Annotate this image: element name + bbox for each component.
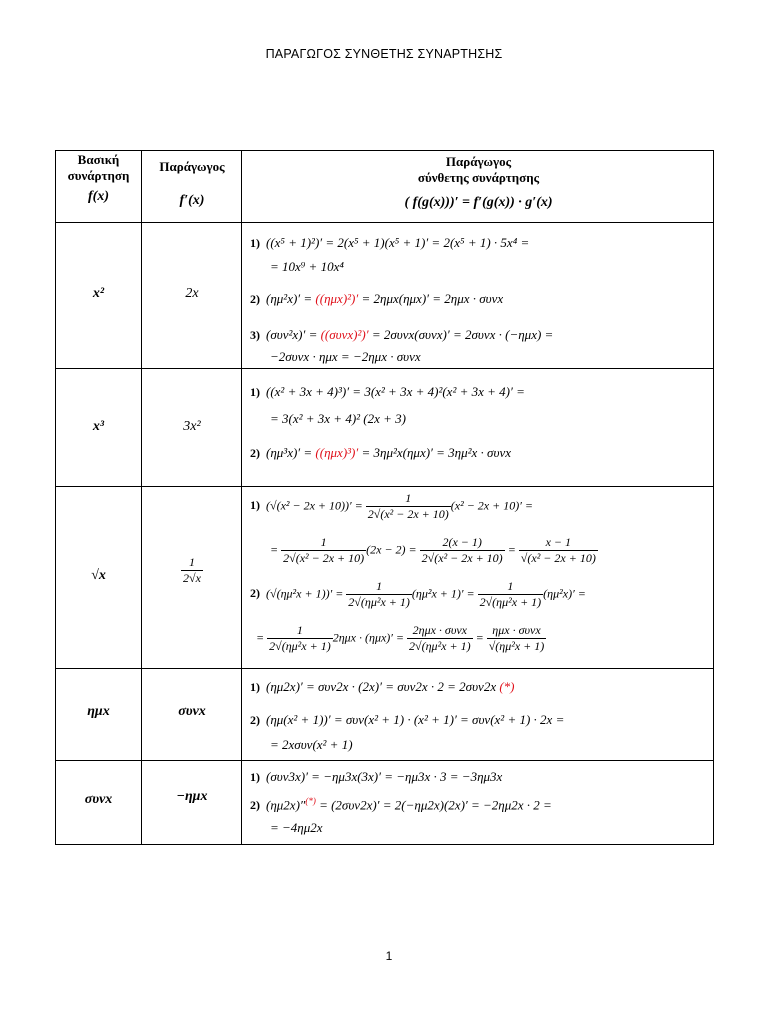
highlight-text: ((συνx)²)′ <box>320 327 369 342</box>
fraction <box>487 623 547 654</box>
fraction-numerator: 1 <box>478 579 544 595</box>
formula-text: = 2ημx(ημx)′ = 2ημx · συνx <box>358 291 504 306</box>
fraction <box>267 623 333 654</box>
formula-text: −2συνx · ημx = −2ημx · συνx <box>270 349 421 364</box>
formula-line <box>256 623 546 654</box>
derivative-fraction <box>181 555 203 586</box>
row-divider <box>56 368 713 369</box>
derivative-cell: 3x² <box>183 419 201 434</box>
formula-text: 2ημx · (ημx)′ = <box>332 630 408 645</box>
column-divider <box>241 151 242 844</box>
formula-text: (√(x² − 2x + 10))′ = <box>266 498 366 513</box>
derivative-cell: −ημx <box>176 789 208 804</box>
fraction-numerator: 2ημx · συνx <box>407 623 473 639</box>
basic-function-cell: συνx <box>84 792 113 807</box>
header-basic-function <box>56 152 141 205</box>
fraction <box>366 491 451 522</box>
formula-text: = 2xσυν(x² + 1) <box>270 737 353 752</box>
row-divider <box>56 760 713 761</box>
basic-function-cell: x² <box>92 286 105 301</box>
header-formula: ( f(g(x)))′ = f′(g(x)) · g′(x) <box>404 195 553 210</box>
item-number: 1) <box>250 680 260 694</box>
formula-line <box>270 535 598 566</box>
basic-function-cell: √x <box>91 568 106 583</box>
header-text: συνάρτηση <box>67 168 130 183</box>
derivatives-table <box>55 150 714 845</box>
header-text: Παράγωγος <box>445 154 512 169</box>
formula-text: = 3(x² + 3x + 4)² (2x + 3) <box>270 411 407 426</box>
fraction <box>519 535 598 566</box>
formula-text: (ημ³x)′ = <box>266 445 316 460</box>
formula-text: = <box>270 542 282 557</box>
header-text: σύνθετης συνάρτησης <box>417 170 540 185</box>
header-text: Βασική <box>77 152 120 167</box>
formula-text: (ημ²x)′ = <box>266 291 316 306</box>
item-number: 2) <box>250 713 260 727</box>
formula-line <box>250 712 564 728</box>
formula-line <box>250 445 511 461</box>
item-number: 2) <box>250 446 260 460</box>
formula-line <box>250 491 533 522</box>
derivative-cell <box>142 555 242 586</box>
fraction-numerator: 1 <box>181 555 203 571</box>
formula-text: (συν²x)′ = <box>266 327 321 342</box>
row-divider <box>56 668 713 669</box>
formula-text: = (2συν2x)′ = 2(−ημ2x)(2x)′ = −2ημ2x · 2 = <box>315 797 552 813</box>
item-number: 2) <box>250 292 260 306</box>
fraction-denominator: 2√(x² − 2x + 10) <box>421 551 503 565</box>
formula-text: (x² − 2x + 10)′ = <box>450 498 533 513</box>
page-title: ΠΑΡΑΓΩΓΟΣ ΣΥΝΘΕΤΗΣ ΣΥΝΑΡΤΗΣΗΣ <box>265 47 503 61</box>
item-number: 2) <box>250 586 260 601</box>
fraction-denominator: 2√(x² − 2x + 10) <box>283 551 365 565</box>
formula-text: (ημ²x + 1)′ = <box>411 586 478 601</box>
formula-line <box>250 769 502 785</box>
fraction-numerator: x − 1 <box>519 535 598 551</box>
formula-line <box>250 679 515 695</box>
formula-text: (2x − 2) = <box>366 542 420 557</box>
fraction-denominator: √(x² − 2x + 10) <box>520 551 596 565</box>
formula-line <box>250 291 503 307</box>
formula-line <box>250 384 525 400</box>
formula-text: (ημ2x)′ = συν2x · (2x)′ = συν2x · 2 = 2συν2x <box>266 679 500 694</box>
item-number: 1) <box>250 385 260 399</box>
formula-line <box>270 259 344 275</box>
formula-text: = <box>504 542 519 557</box>
fraction <box>346 579 412 610</box>
item-number: 1) <box>250 770 260 784</box>
highlight-text: (*) <box>305 796 316 806</box>
formula-line <box>270 737 353 753</box>
fraction-denominator: 2√(ημ²x + 1) <box>348 595 410 609</box>
formula-text: ((x⁵ + 1)²)′ = 2(x⁵ + 1)(x⁵ + 1)′ = 2(x⁵ + 1) · 5x⁴ = <box>266 235 530 250</box>
basic-function-cell: ημx <box>87 704 110 719</box>
header-text: Παράγωγος <box>159 159 225 174</box>
formula-text: = <box>472 630 487 645</box>
formula-line <box>270 349 421 365</box>
item-number: 1) <box>250 498 260 513</box>
formula-line <box>270 820 323 836</box>
fraction-denominator: 2√(ημ²x + 1) <box>409 639 471 653</box>
fraction-numerator: 2(x − 1) <box>420 535 505 551</box>
fraction-numerator: 1 <box>366 491 451 507</box>
fraction-numerator: ημx · συνx <box>487 623 547 639</box>
formula-text: (ημ2x)″ <box>266 797 306 813</box>
formula-text: (ημ(x² + 1))′ = συν(x² + 1) · (x² + 1)′ = συν(x² + 1) · 2x = <box>266 712 565 727</box>
header-derivative <box>142 159 242 209</box>
fraction-denominator: 2√(ημ²x + 1) <box>479 595 542 609</box>
fraction-denominator: 2√(x² − 2x + 10) <box>367 507 449 521</box>
formula-text: = 10x⁹ + 10x⁴ <box>270 259 344 274</box>
highlight-text: (*) <box>499 679 515 694</box>
fraction <box>281 535 366 566</box>
column-divider <box>141 151 142 844</box>
fraction <box>420 535 505 566</box>
page-number: 1 <box>385 949 393 963</box>
highlight-text: ((ημx)³)′ <box>315 445 359 460</box>
fraction <box>478 579 544 610</box>
fraction <box>407 623 473 654</box>
fraction-numerator: 1 <box>267 623 333 639</box>
formula-text: (ημ²x)′ = <box>543 586 586 601</box>
row-divider <box>56 222 713 223</box>
header-composite-derivative <box>242 154 715 211</box>
row-divider <box>56 486 713 487</box>
formula-text: = −4ημ2x <box>270 820 323 835</box>
formula-text: (√(ημ²x + 1))′ = <box>266 586 347 601</box>
basic-function-cell: x³ <box>92 419 105 434</box>
formula-text: = <box>256 630 268 645</box>
formula-text: ((x² + 3x + 4)³)′ = 3(x² + 3x + 4)²(x² + 3x + 4)′ = <box>266 384 525 399</box>
item-number: 2) <box>250 798 260 813</box>
formula-line <box>250 796 552 813</box>
formula-line <box>250 235 529 251</box>
fraction-denominator: 2√(ημ²x + 1) <box>269 639 331 653</box>
formula-line <box>270 411 406 427</box>
fraction-denominator: √(ημ²x + 1) <box>488 639 545 653</box>
formula-text: = 2συνx(συνx)′ = 2συνx · (−ημx) = <box>368 327 554 342</box>
item-number: 3) <box>250 328 260 342</box>
derivative-cell: 2x <box>185 286 199 301</box>
formula-line <box>250 579 586 610</box>
formula-text: = 3ημ²x(ημx)′ = 3ημ²x · συνx <box>358 445 511 460</box>
highlight-text: ((ημx)²)′ <box>315 291 359 306</box>
item-number: 1) <box>250 236 260 250</box>
fraction-denominator: 2√x <box>183 571 201 585</box>
derivative-cell: συνx <box>178 704 206 719</box>
formula-line <box>250 327 553 343</box>
header-formula: f(x) <box>88 189 109 204</box>
header-formula: f′(x) <box>179 193 205 208</box>
formula-text: (συν3x)′ = −ημ3x(3x)′ = −ημ3x · 3 = −3ημ3x <box>266 769 503 784</box>
fraction-numerator: 1 <box>281 535 366 551</box>
fraction-numerator: 1 <box>346 579 412 595</box>
